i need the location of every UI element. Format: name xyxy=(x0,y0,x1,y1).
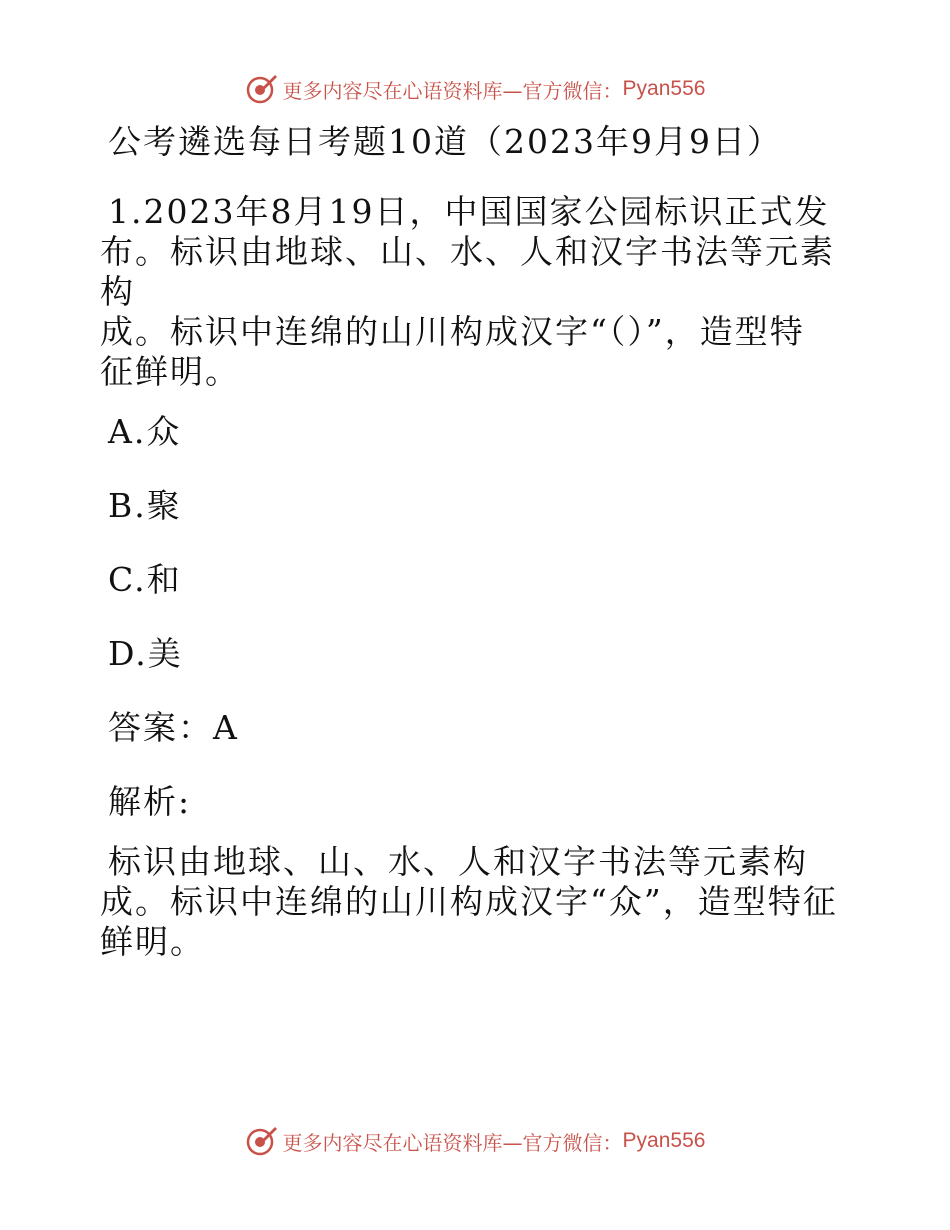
analysis-text xyxy=(100,842,860,962)
answer: 答案：A xyxy=(108,708,239,747)
watermark-handle: Pyan556 xyxy=(622,77,706,100)
watermark-handle: Pyan556 xyxy=(622,1129,706,1152)
analysis-line: 成。标识中连绵的山川构成汉字“众”，造型特征 xyxy=(100,882,838,921)
option-a: A.众 xyxy=(108,412,182,451)
analysis-label: 解析: xyxy=(108,782,192,821)
option-b: B.聚 xyxy=(108,486,182,525)
question-line: 布。标识由地球、山、水、人和汉字书法等元素构 xyxy=(100,232,835,311)
page-title: 公考遴选每日考题10道（2023年9月9日） xyxy=(108,122,782,161)
watermark-text: 更多内容尽在心语资料库—官方微信： xyxy=(282,1130,623,1155)
document-body xyxy=(100,122,860,962)
watermark-banner-bottom xyxy=(0,1124,950,1158)
question-1 xyxy=(100,192,860,392)
analysis-line: 鲜明。 xyxy=(100,922,205,961)
question-line: 成。标识中连绵的山川构成汉字“（）”，造型特 xyxy=(100,312,805,351)
watermark-banner-top xyxy=(0,72,950,106)
question-line: 1.2023年8月19日，中国国家公园标识正式发 xyxy=(108,192,830,231)
pen-logo-icon xyxy=(245,1124,279,1158)
pen-logo-icon xyxy=(245,72,279,106)
analysis-line: 标识由地球、山、水、人和汉字书法等元素构 xyxy=(108,842,808,881)
option-c: C.和 xyxy=(108,560,182,599)
watermark-text: 更多内容尽在心语资料库—官方微信： xyxy=(282,78,623,103)
question-line: 征鲜明。 xyxy=(100,352,240,391)
option-d: D.美 xyxy=(108,634,183,673)
